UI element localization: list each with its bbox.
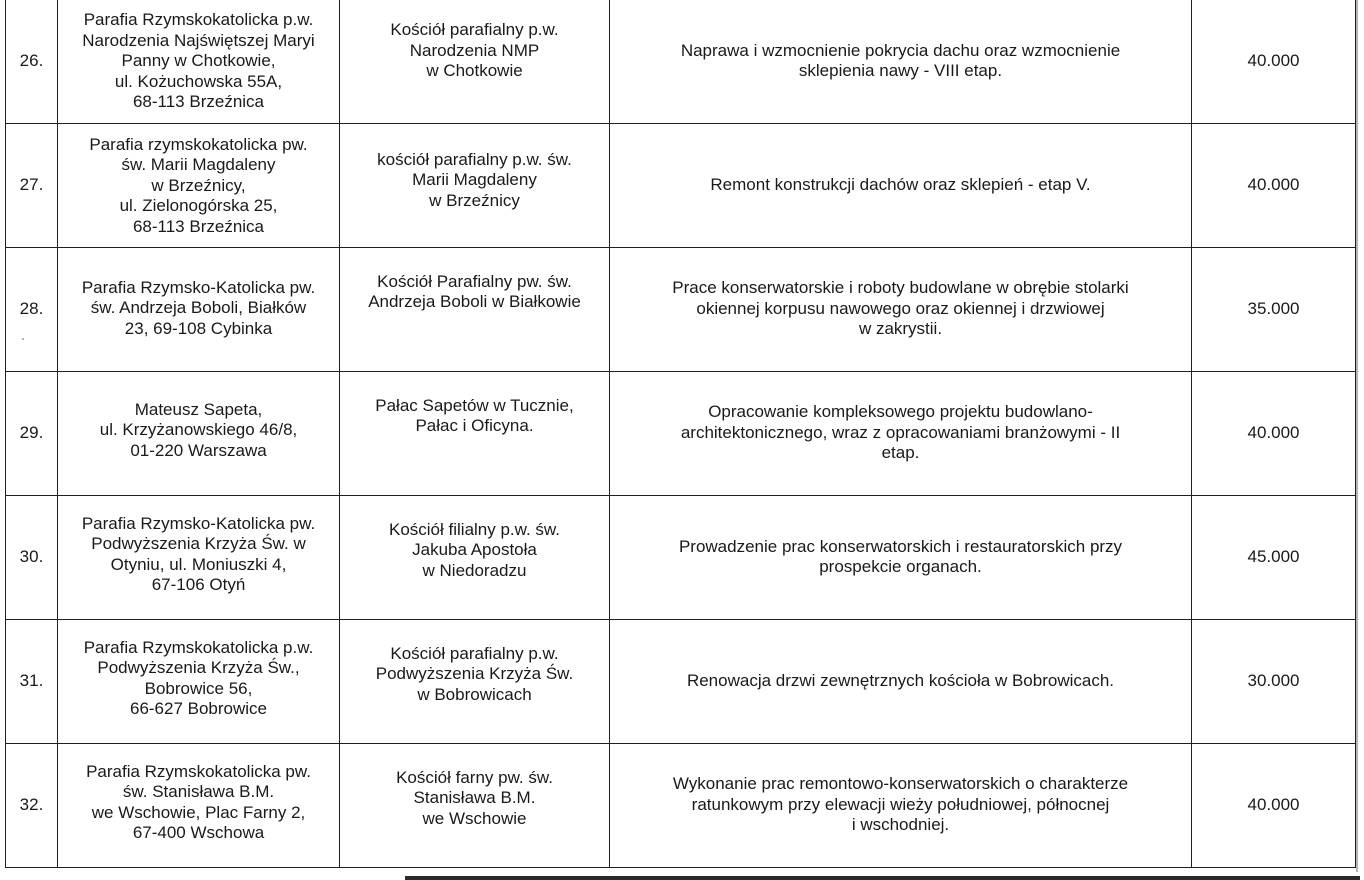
object-cell: Kościół farny pw. św. Stanisława B.M. we Wschowie bbox=[340, 743, 610, 867]
beneficiary-cell: Parafia Rzymsko-Katolicka pw. Podwyższenia Krzyża Św. w Otyniu, ul. Moniuszki 4, 67-106 Otyń bbox=[58, 495, 340, 619]
object-cell: Kościół filialny p.w. św. Jakuba Apostoła w Niedoradzu bbox=[340, 495, 610, 619]
row-number: 27. bbox=[6, 123, 58, 247]
row-number: 26. bbox=[6, 0, 58, 123]
table-row bbox=[6, 619, 1356, 743]
row-number: 30. bbox=[6, 495, 58, 619]
amount-cell: 40.000 bbox=[1192, 0, 1356, 123]
amount-cell: 40.000 bbox=[1192, 371, 1356, 495]
amount-cell: 45.000 bbox=[1192, 495, 1356, 619]
amount-cell: 40.000 bbox=[1192, 743, 1356, 867]
table-row bbox=[6, 743, 1356, 867]
grant-table bbox=[5, 0, 1356, 868]
table-row bbox=[6, 123, 1356, 247]
row-number: 28. bbox=[6, 247, 58, 371]
beneficiary-cell: Parafia Rzymskokatolicka p.w. Narodzenia Najświętszej Maryi Panny w Chotkowie, ul. Kożuchowska 55A, 68-113 Brzeźnica bbox=[58, 0, 340, 123]
scope-cell: Renowacja drzwi zewnętrznych kościoła w Bobrowicach. bbox=[610, 619, 1192, 743]
scope-cell: Prowadzenie prac konserwatorskich i restauratorskich przy prospekcie organach. bbox=[610, 495, 1192, 619]
beneficiary-cell: Parafia Rzymsko-Katolicka pw. św. Andrzeja Boboli, Białków 23, 69-108 Cybinka bbox=[58, 247, 340, 371]
scope-cell: Opracowanie kompleksowego projektu budowlano- architektonicznego, wraz z opracowaniami branżowymi - II etap. bbox=[610, 371, 1192, 495]
table-row bbox=[6, 371, 1356, 495]
table-row bbox=[6, 0, 1356, 123]
table-row bbox=[6, 247, 1356, 371]
amount-cell: 35.000 bbox=[1192, 247, 1356, 371]
beneficiary-cell: Parafia Rzymskokatolicka pw. św. Stanisława B.M. we Wschowie, Plac Farny 2, 67-400 Wschowa bbox=[58, 743, 340, 867]
scope-cell: Remont konstrukcji dachów oraz sklepień - etap V. bbox=[610, 123, 1192, 247]
amount-cell: 30.000 bbox=[1192, 619, 1356, 743]
page-edge-line bbox=[1356, 0, 1358, 872]
table-row bbox=[6, 495, 1356, 619]
object-cell: Kościół parafialny p.w. Podwyższenia Krzyża Św. w Bobrowicach bbox=[340, 619, 610, 743]
object-cell: kościół parafialny p.w. św. Marii Magdaleny w Brzeźnicy bbox=[340, 123, 610, 247]
scope-cell: Wykonanie prac remontowo-konserwatorskich o charakterze ratunkowym przy elewacji wieży południowej, północnej i wschodniej. bbox=[610, 743, 1192, 867]
object-cell: Kościół Parafialny pw. św. Andrzeja Boboli w Białkowie bbox=[340, 247, 610, 371]
beneficiary-cell: Parafia Rzymskokatolicka p.w. Podwyższenia Krzyża Św., Bobrowice 56, 66-627 Bobrowice bbox=[58, 619, 340, 743]
row-number: 32. bbox=[6, 743, 58, 867]
scope-cell: Prace konserwatorskie i roboty budowlane w obrębie stolarki okiennej korpusu nawowego oraz okiennej i drzwiowej w zakrystii. bbox=[610, 247, 1192, 371]
scope-cell: Naprawa i wzmocnienie pokrycia dachu oraz wzmocnienie sklepienia nawy - VIII etap. bbox=[610, 0, 1192, 123]
beneficiary-cell: Mateusz Sapeta, ul. Krzyżanowskiego 46/8, 01-220 Warszawa bbox=[58, 371, 340, 495]
beneficiary-cell: Parafia rzymskokatolicka pw. św. Marii Magdaleny w Brzeźnicy, ul. Zielonogórska 25, 68-113 Brzeźnica bbox=[58, 123, 340, 247]
page-bottom-rule bbox=[405, 876, 1360, 880]
amount-cell: 40.000 bbox=[1192, 123, 1356, 247]
row-number: 29. bbox=[6, 371, 58, 495]
row-number: 31. bbox=[6, 619, 58, 743]
object-cell: Kościół parafialny p.w. Narodzenia NMP w Chotkowie bbox=[340, 0, 610, 123]
scan-artifact bbox=[22, 338, 24, 340]
object-cell: Pałac Sapetów w Tucznie, Pałac i Oficyna. bbox=[340, 371, 610, 495]
